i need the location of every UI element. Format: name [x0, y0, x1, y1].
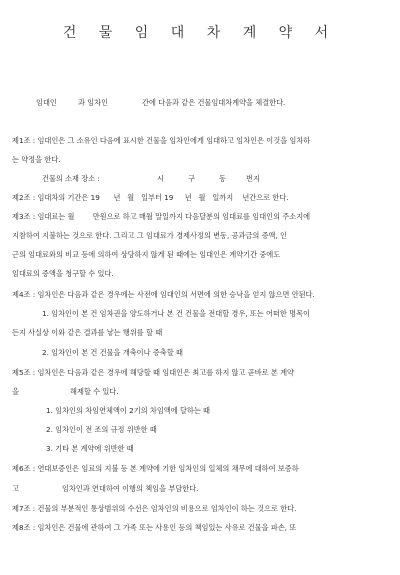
document-title: 건 물 임 대 차 계 약 서 — [62, 25, 338, 41]
article-3-line-1: 제3조 : 임대료는 월 만원으로 하고 매월 말일까지 다음달분의 임대료를 임대인의 주소지에 — [12, 212, 311, 221]
article-6-line-2a: 고 — [12, 484, 19, 493]
article-5-line-2b: 해제할 수 있다. — [70, 387, 119, 396]
article-4-item-1a: 1. 임차인이 본 건 임차권을 양도하거나 본 건 건물을 전대할 경우, 또는 어떠한 명목이 — [42, 309, 310, 318]
article-5-item-2: 2. 임차인이 전 조의 규정 위반한 때 — [46, 425, 157, 434]
intro-lessor: 임대인 — [36, 98, 57, 107]
article-4-item-2: 2. 임차인이 본 건 건물을 개축이나 증축할 때 — [42, 348, 183, 357]
article-5-item-3: 3. 기타 본 계약에 위반한 때 — [46, 444, 134, 453]
article-5-line-1: 제5조 : 임차인은 다음과 같은 경우에 해당할 때 임대인은 최고를 하지 않고 곧바로 본 계약 — [12, 368, 294, 377]
article-4-line-1: 제4조 : 임차인은 다음과 같은 경우에는 사전에 임대인의 서면에 의한 승낙을 얻지 않으면 안된다. — [12, 290, 315, 299]
location-label: 건물의 소재 장소 : — [42, 174, 100, 183]
article-3-line-2: 지참하여 지불하는 것으로 한다. 그리고 그 임대료가 경제사정의 변동, 공과금의 증액, 인 — [12, 231, 287, 240]
location-dong: 동 — [219, 174, 226, 183]
article-6-line-1: 제6조 : 연대보증인은 임료의 지불 등 본 계약에 기한 임차인의 일체의 채무에 대하여 보증하 — [12, 464, 299, 473]
article-5-item-1: 1. 임차인의 차임연체액이 2기의 차임액에 달하는 때 — [46, 406, 211, 415]
article-7: 제7조 : 건물의 부분적인 통상범위의 수선은 임차인의 비용으로 임차인이 하는 것으로 한다. — [12, 504, 297, 513]
article-2: 제2조 : 임대차의 기간은 19 년 월 일부터 19 년 월 일까지 년간으로 한다. — [12, 193, 289, 202]
article-3-line-4: 임대료의 증액을 청구할 수 있다. — [12, 269, 114, 278]
article-3-line-3: 근의 임대료와의 비교 등에 의하여 상당하지 않게 된 때에는 임대인은 계약기간 중에도 — [12, 250, 281, 259]
location-si: 시 — [157, 174, 164, 183]
article-1-line-1: 제1조 : 임대인은 그 소유인 다음에 표시한 건물을 임차인에게 임대하고 임차인은 이것을 임차하 — [12, 136, 311, 145]
article-4-item-1b: 든지 사실상 이와 같은 결과를 낳는 행위를 할 때 — [12, 328, 163, 337]
article-5-line-2a: 을 — [12, 387, 19, 396]
article-8: 제8조 : 임차인은 건물에 관하여 그 가족 또는 사용인 등의 책임있는 사유로 건물을 파손, 또 — [12, 523, 297, 532]
intro-text: 간에 다음과 같은 건물임대차계약을 체결한다. — [142, 98, 286, 107]
location-gu: 구 — [188, 174, 195, 183]
intro-lessee: 과 임차인 — [78, 98, 109, 107]
article-6-line-2b: 임차인과 연대하여 이행의 책임을 부담한다. — [62, 484, 199, 493]
location-beonji: 번지 — [246, 174, 260, 183]
article-1-line-2: 는 약정을 한다. — [12, 155, 61, 164]
